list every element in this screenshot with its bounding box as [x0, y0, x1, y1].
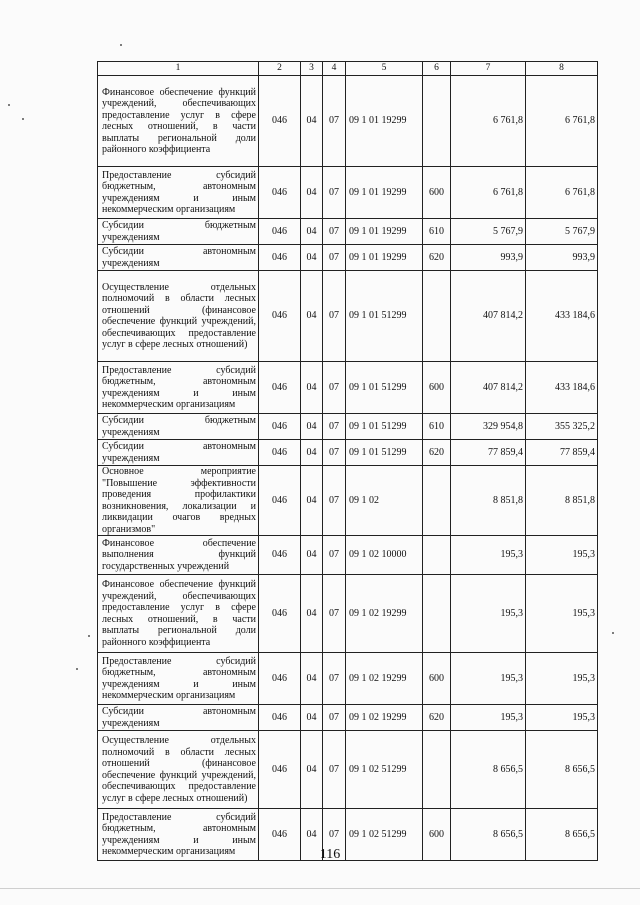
subsection-part-cell: 07 [323, 653, 346, 705]
scan-speck [120, 44, 122, 46]
column-header-5: 5 [346, 62, 423, 76]
section-code-cell: 046 [259, 362, 301, 414]
target-article-cell: 09 1 02 10000 [346, 536, 423, 575]
section-code-cell: 046 [259, 705, 301, 731]
subsection-cell: 04 [301, 271, 323, 362]
subsection-part-cell: 07 [323, 731, 346, 809]
amount-year2-cell: 8 656,5 [526, 809, 598, 861]
scan-speck [612, 632, 614, 634]
expense-type-cell: 600 [423, 809, 451, 861]
target-article-cell: 09 1 01 19299 [346, 219, 423, 245]
target-article-cell: 09 1 02 51299 [346, 809, 423, 861]
amount-year2-cell: 433 184,6 [526, 362, 598, 414]
row-name-cell: Субсидии бюджетным учреждениям [98, 414, 259, 440]
subsection-part-cell: 07 [323, 271, 346, 362]
expense-type-cell [423, 575, 451, 653]
expense-type-cell: 620 [423, 705, 451, 731]
target-article-cell: 09 1 02 51299 [346, 731, 423, 809]
budget-table-container [97, 61, 597, 861]
amount-year2-cell: 5 767,9 [526, 219, 598, 245]
scan-speck [88, 635, 90, 637]
target-article-cell: 09 1 01 51299 [346, 271, 423, 362]
section-code-cell: 046 [259, 731, 301, 809]
section-code-cell: 046 [259, 271, 301, 362]
expense-type-cell: 600 [423, 653, 451, 705]
column-header-8: 8 [526, 62, 598, 76]
expense-type-cell [423, 271, 451, 362]
target-article-cell: 09 1 01 51299 [346, 362, 423, 414]
row-name-cell: Финансовое обеспечение функций учреждений, обеспечивающих предоставление услуг в сфере лесных отношений, в части выплаты региональной доли районного коэффициента [98, 76, 259, 167]
column-header-1: 1 [98, 62, 259, 76]
section-code-cell: 046 [259, 167, 301, 219]
subsection-cell: 04 [301, 414, 323, 440]
section-code-cell: 046 [259, 536, 301, 575]
subsection-cell: 04 [301, 219, 323, 245]
target-article-cell: 09 1 01 51299 [346, 414, 423, 440]
amount-year1-cell: 77 859,4 [451, 440, 526, 466]
page-number: 116 [319, 847, 341, 862]
expense-type-cell [423, 466, 451, 536]
expense-type-cell: 620 [423, 440, 451, 466]
amount-year2-cell: 433 184,6 [526, 271, 598, 362]
subsection-part-cell: 07 [323, 167, 346, 219]
amount-year1-cell: 329 954,8 [451, 414, 526, 440]
subsection-part-cell: 07 [323, 362, 346, 414]
amount-year1-cell: 6 761,8 [451, 76, 526, 167]
table-row [98, 575, 598, 653]
column-header-3: 3 [301, 62, 323, 76]
amount-year2-cell: 6 761,8 [526, 76, 598, 167]
target-article-cell: 09 1 02 19299 [346, 653, 423, 705]
subsection-cell: 04 [301, 705, 323, 731]
amount-year1-cell: 195,3 [451, 705, 526, 731]
table-body [98, 76, 598, 861]
row-name-cell: Субсидии бюджетным учреждениям [98, 219, 259, 245]
amount-year1-cell: 993,9 [451, 245, 526, 271]
target-article-cell: 09 1 02 19299 [346, 575, 423, 653]
expense-type-cell: 610 [423, 414, 451, 440]
column-header-7: 7 [451, 62, 526, 76]
section-code-cell: 046 [259, 219, 301, 245]
amount-year2-cell: 195,3 [526, 536, 598, 575]
scan-edge-line [0, 888, 640, 889]
row-name-cell: Субсидии автономным учреждениям [98, 705, 259, 731]
table-row [98, 466, 598, 536]
target-article-cell: 09 1 01 19299 [346, 76, 423, 167]
table-row [98, 440, 598, 466]
expense-type-cell [423, 76, 451, 167]
amount-year1-cell: 195,3 [451, 653, 526, 705]
section-code-cell: 046 [259, 76, 301, 167]
row-name-cell: Субсидии автономным учреждениям [98, 245, 259, 271]
table-row [98, 414, 598, 440]
budget-table [97, 61, 598, 861]
scan-speck [76, 668, 78, 670]
expense-type-cell: 620 [423, 245, 451, 271]
row-name-cell: Предоставление субсидий бюджетным, автономным учреждениям и иным некоммерческим организациям [98, 653, 259, 705]
expense-type-cell [423, 536, 451, 575]
row-name-cell: Осуществление отдельных полномочий в области лесных отношений (финансовое обеспечение функций учреждений, обеспечивающих предоставление услуг в сфере лесных отношений) [98, 731, 259, 809]
target-article-cell: 09 1 01 51299 [346, 440, 423, 466]
row-name-cell: Субсидии автономным учреждениям [98, 440, 259, 466]
subsection-cell: 04 [301, 536, 323, 575]
subsection-part-cell: 07 [323, 440, 346, 466]
table-row [98, 219, 598, 245]
column-header-4: 4 [323, 62, 346, 76]
table-row [98, 76, 598, 167]
subsection-part-cell: 07 [323, 705, 346, 731]
subsection-part-cell: 07 [323, 536, 346, 575]
target-article-cell: 09 1 02 [346, 466, 423, 536]
amount-year1-cell: 195,3 [451, 575, 526, 653]
amount-year2-cell: 6 761,8 [526, 167, 598, 219]
amount-year1-cell: 407 814,2 [451, 362, 526, 414]
scan-speck [8, 104, 10, 106]
expense-type-cell [423, 731, 451, 809]
subsection-cell: 04 [301, 466, 323, 536]
expense-type-cell: 610 [423, 219, 451, 245]
section-code-cell: 046 [259, 440, 301, 466]
subsection-cell: 04 [301, 167, 323, 219]
subsection-part-cell: 07 [323, 466, 346, 536]
section-code-cell: 046 [259, 245, 301, 271]
subsection-cell: 04 [301, 731, 323, 809]
table-row [98, 167, 598, 219]
section-code-cell: 046 [259, 414, 301, 440]
section-code-cell: 046 [259, 575, 301, 653]
section-code-cell: 046 [259, 466, 301, 536]
subsection-cell: 04 [301, 653, 323, 705]
amount-year2-cell: 77 859,4 [526, 440, 598, 466]
table-row [98, 731, 598, 809]
subsection-part-cell: 07 [323, 414, 346, 440]
table-row [98, 362, 598, 414]
subsection-part-cell: 07 [323, 245, 346, 271]
subsection-cell: 04 [301, 575, 323, 653]
column-header-2: 2 [259, 62, 301, 76]
expense-type-cell: 600 [423, 167, 451, 219]
table-row [98, 653, 598, 705]
amount-year1-cell: 8 851,8 [451, 466, 526, 536]
amount-year1-cell: 5 767,9 [451, 219, 526, 245]
table-header-row [98, 62, 598, 76]
section-code-cell: 046 [259, 653, 301, 705]
amount-year1-cell: 195,3 [451, 536, 526, 575]
amount-year2-cell: 195,3 [526, 575, 598, 653]
target-article-cell: 09 1 02 19299 [346, 705, 423, 731]
table-row [98, 536, 598, 575]
row-name-cell: Предоставление субсидий бюджетным, автономным учреждениям и иным некоммерческим организациям [98, 167, 259, 219]
subsection-cell: 04 [301, 76, 323, 167]
row-name-cell: Финансовое обеспечение выполнения функций государственных учреждений [98, 536, 259, 575]
subsection-cell: 04 [301, 809, 323, 861]
row-name-cell: Основное мероприятие "Повышение эффективности проведения профилактики возникновения, локализации и ликвидации очагов вредных организмов" [98, 466, 259, 536]
subsection-cell: 04 [301, 245, 323, 271]
subsection-part-cell: 07 [323, 76, 346, 167]
row-name-cell: Осуществление отдельных полномочий в области лесных отношений (финансовое обеспечение функций учреждений, обеспечивающих предоставление услуг в сфере лесных отношений) [98, 271, 259, 362]
amount-year2-cell: 195,3 [526, 653, 598, 705]
subsection-cell: 04 [301, 362, 323, 414]
amount-year2-cell: 355 325,2 [526, 414, 598, 440]
row-name-cell: Предоставление субсидий бюджетным, автономным учреждениям и иным некоммерческим организациям [98, 809, 259, 861]
amount-year2-cell: 8 656,5 [526, 731, 598, 809]
target-article-cell: 09 1 01 19299 [346, 167, 423, 219]
amount-year2-cell: 195,3 [526, 705, 598, 731]
amount-year2-cell: 993,9 [526, 245, 598, 271]
subsection-part-cell: 07 [323, 575, 346, 653]
amount-year1-cell: 8 656,5 [451, 731, 526, 809]
amount-year2-cell: 8 851,8 [526, 466, 598, 536]
section-code-cell: 046 [259, 809, 301, 861]
table-row [98, 271, 598, 362]
subsection-cell: 04 [301, 440, 323, 466]
subsection-part-cell: 07 [323, 809, 346, 861]
target-article-cell: 09 1 01 19299 [346, 245, 423, 271]
table-row [98, 705, 598, 731]
scan-speck [22, 118, 24, 120]
row-name-cell: Предоставление субсидий бюджетным, автономным учреждениям и иным некоммерческим организациям [98, 362, 259, 414]
amount-year1-cell: 8 656,5 [451, 809, 526, 861]
column-header-6: 6 [423, 62, 451, 76]
subsection-part-cell: 07 [323, 219, 346, 245]
table-row [98, 245, 598, 271]
expense-type-cell: 600 [423, 362, 451, 414]
row-name-cell: Финансовое обеспечение функций учреждений, обеспечивающих предоставление услуг в сфере лесных отношений, в части выплаты региональной доли районного коэффициента [98, 575, 259, 653]
amount-year1-cell: 407 814,2 [451, 271, 526, 362]
amount-year1-cell: 6 761,8 [451, 167, 526, 219]
